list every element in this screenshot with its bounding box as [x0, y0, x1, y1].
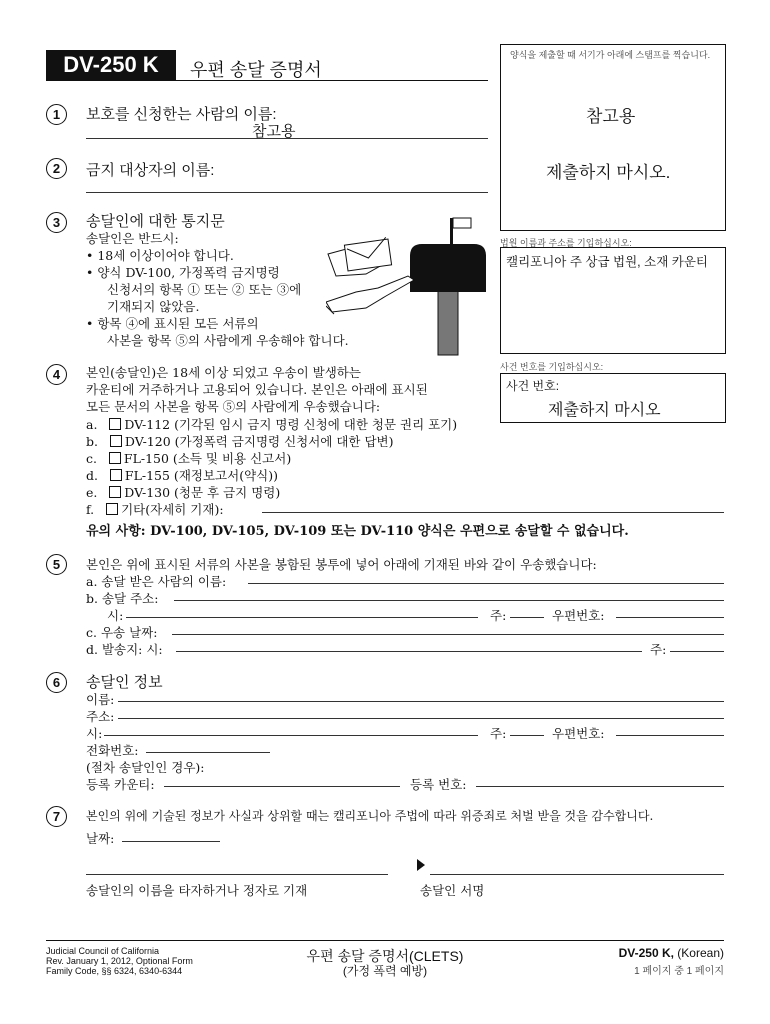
- mailed-from-state-line[interactable]: [670, 651, 724, 652]
- other-doc-line[interactable]: [262, 512, 724, 513]
- checkbox[interactable]: [109, 418, 121, 430]
- registration-number-label: 등록 번호:: [410, 777, 467, 792]
- mailing-date-label: c. 우송 날짜:: [86, 625, 158, 640]
- date-line[interactable]: [122, 841, 220, 842]
- served-name-label: a. 송달 받은 사람의 이름:: [86, 574, 227, 589]
- footer-rule: [46, 940, 724, 941]
- mail-service-note: 유의 사항: DV-100, DV-105, DV-109 또는 DV-110 양식은 우편으로 송달할 수 없습니다.: [86, 524, 629, 539]
- section-2-number: 2: [46, 158, 67, 179]
- item-text: FL-155 (재정보고서(약식)): [124, 468, 278, 483]
- served-name-line[interactable]: [248, 583, 724, 584]
- mailed-from-city-label: d. 발송지: 시:: [86, 642, 163, 657]
- item-key: f.: [86, 502, 95, 517]
- typed-name-caption: 송달인의 이름을 타자하거나 정자로 기재: [86, 883, 308, 898]
- s5-state-line[interactable]: [510, 617, 544, 618]
- doc-item-d[interactable]: [86, 466, 278, 484]
- checkbox[interactable]: [110, 469, 122, 481]
- service-address-label: b. 송달 주소:: [86, 591, 159, 606]
- s4-line-2: 카운티에 거주하거나 고용되어 있습니다. 본인은 아래에 표시된: [86, 382, 428, 397]
- item-key: b.: [86, 434, 98, 449]
- stamp-line-1: 참고용: [586, 107, 636, 126]
- doc-item-a[interactable]: [86, 415, 457, 433]
- notice-bullet-3b: 사본을 항목 ⑤의 사람에게 우송해야 합니다.: [107, 333, 349, 348]
- item-text: DV-120 (가정폭력 금지명령 신청서에 대한 답변): [124, 434, 394, 449]
- s4-line-1: 본인(송달인)은 18세 이상 되었고 우송이 발생하는: [86, 365, 361, 380]
- signature-line[interactable]: [430, 874, 724, 875]
- checkbox[interactable]: [106, 503, 118, 515]
- court-label: 법원 이름과 주소를 기입하십시오:: [500, 238, 632, 248]
- server-phone-label: 전화번호:: [86, 743, 139, 758]
- registration-county-line[interactable]: [164, 786, 400, 787]
- section-5-number: 5: [46, 554, 67, 575]
- doc-item-f[interactable]: [86, 500, 224, 518]
- item-text: DV-130 (청문 후 금지 명령): [124, 485, 281, 500]
- footer-page: 1 페이지 중 1 페이지: [634, 966, 724, 977]
- form-title: 우편 송달 증명서: [190, 60, 322, 80]
- server-city-line[interactable]: [104, 735, 478, 736]
- notice-bullet-3a: • 항목 ④에 표시된 모든 서류의: [86, 316, 259, 331]
- footer-form-code: [560, 946, 724, 960]
- stamp-line-2: 제출하지 마시오.: [546, 163, 671, 182]
- section-4-number: 4: [46, 364, 67, 385]
- section-7-number: 7: [46, 806, 67, 827]
- server-phone-line[interactable]: [146, 752, 270, 753]
- petitioner-name-line[interactable]: [86, 138, 488, 139]
- mailed-from-state-label: 주:: [650, 642, 667, 657]
- restrained-name-label: 금지 대상자의 이름:: [86, 162, 215, 179]
- doc-item-c[interactable]: [86, 449, 291, 467]
- case-value: 제출하지 마시오: [548, 402, 661, 419]
- server-notice-intro: 송달인은 반드시:: [86, 231, 179, 246]
- server-info-title: 송달인 정보: [86, 674, 163, 691]
- server-state-line[interactable]: [510, 735, 544, 736]
- service-address-line[interactable]: [174, 600, 724, 601]
- footer-code: Family Code, §§ 6324, 6340-6344: [46, 966, 183, 976]
- footer-council: Judicial Council of California: [46, 946, 160, 956]
- footer-title: 우편 송달 증명서(CLETS): [306, 948, 464, 964]
- notice-bullet-2a: • 양식 DV-100, 가정폭력 금지명령: [86, 265, 280, 280]
- s5-zip-line[interactable]: [616, 617, 724, 618]
- case-field-label: 사건 번호:: [506, 379, 560, 393]
- mailed-from-city-line[interactable]: [176, 651, 642, 652]
- court-value: 캘리포니아 주 상급 법원, 소재 카운티: [506, 255, 708, 269]
- stamp-note: 양식을 제출할 때 서기가 아래에 스탬프를 찍습니다.: [510, 50, 711, 60]
- notice-bullet-2c: 기재되지 않았음.: [107, 299, 200, 314]
- s5-intro: 본인은 위에 표시된 서류의 사본을 봉함된 봉투에 넣어 아래에 기재된 바와 같이 우송했습니다:: [86, 557, 597, 572]
- mailing-date-line[interactable]: [172, 634, 724, 635]
- mailbox-illustration: [326, 214, 496, 356]
- server-name-line[interactable]: [118, 701, 724, 702]
- s5-state-label: 주:: [490, 608, 507, 623]
- form-code-badge: DV-250 K: [46, 50, 176, 80]
- server-city-label: 시:: [86, 726, 103, 741]
- footer-revision: Rev. January 1, 2012, Optional Form: [46, 956, 193, 966]
- footer-form-code-bold: DV-250 K,: [618, 946, 674, 960]
- section-1-number: 1: [46, 104, 67, 125]
- petitioner-name-label: 보호를 신청한는 사람의 이름:: [86, 106, 277, 123]
- case-label: 사건 번호를 기입하십시오:: [500, 362, 604, 372]
- server-name-label: 이름:: [86, 692, 115, 707]
- checkbox[interactable]: [109, 486, 121, 498]
- typed-name-line[interactable]: [86, 874, 388, 875]
- footer-subtitle: (가정 폭력 예방): [342, 964, 428, 978]
- item-key: e.: [86, 485, 98, 500]
- server-address-line[interactable]: [118, 718, 724, 719]
- clerk-stamp-box: [500, 44, 726, 231]
- notice-bullet-2b: 신청서의 항목 ① 또는 ② 또는 ③에: [107, 282, 302, 297]
- registration-number-line[interactable]: [476, 786, 724, 787]
- signature-caption: 송달인 서명: [420, 883, 485, 898]
- section-6-number: 6: [46, 672, 67, 693]
- restrained-name-line[interactable]: [86, 192, 488, 193]
- item-text: DV-112 (기각된 임시 금지 명령 신청에 대한 청문 권리 포기): [124, 417, 458, 432]
- checkbox[interactable]: [109, 452, 121, 464]
- s5-zip-label: 우편번호:: [552, 608, 605, 623]
- notice-bullet-1: • 18세 이상이어야 합니다.: [86, 248, 234, 263]
- server-notice-title: 송달인에 대한 통지문: [86, 213, 225, 230]
- item-text: 기타(자세히 기재):: [121, 502, 224, 517]
- signature-arrow-icon: [417, 859, 425, 871]
- footer-form-language: (Korean): [673, 946, 724, 960]
- s4-line-3: 모든 문서의 사본을 항목 ⑤의 사람에게 우송했습니다:: [86, 399, 381, 414]
- perjury-declaration: 본인의 위에 기술된 정보가 사실과 상위할 때는 캘리포니아 주법에 따라 위증죄로 처벌 받을 것을 감수합니다.: [86, 809, 654, 823]
- s5-city-label: 시:: [107, 608, 124, 623]
- doc-item-b[interactable]: [86, 432, 394, 450]
- s5-city-line[interactable]: [126, 617, 478, 618]
- server-address-label: 주소:: [86, 709, 115, 724]
- item-key: c.: [86, 451, 97, 466]
- doc-item-e[interactable]: [86, 483, 280, 501]
- item-key: d.: [86, 468, 98, 483]
- item-text: FL-150 (소득 및 비용 신고서): [123, 451, 292, 466]
- section-3-number: 3: [46, 212, 67, 233]
- date-label: 날짜:: [86, 831, 115, 846]
- server-zip-label: 우편번호:: [552, 726, 605, 741]
- petitioner-name-value: 참고용: [252, 123, 296, 140]
- item-key: a.: [86, 417, 98, 432]
- server-zip-line[interactable]: [616, 735, 724, 736]
- server-state-label: 주:: [490, 726, 507, 741]
- registration-county-label: 등록 카운티:: [86, 777, 155, 792]
- process-server-note: (절차 송달인인 경우):: [86, 760, 205, 775]
- checkbox[interactable]: [110, 435, 122, 447]
